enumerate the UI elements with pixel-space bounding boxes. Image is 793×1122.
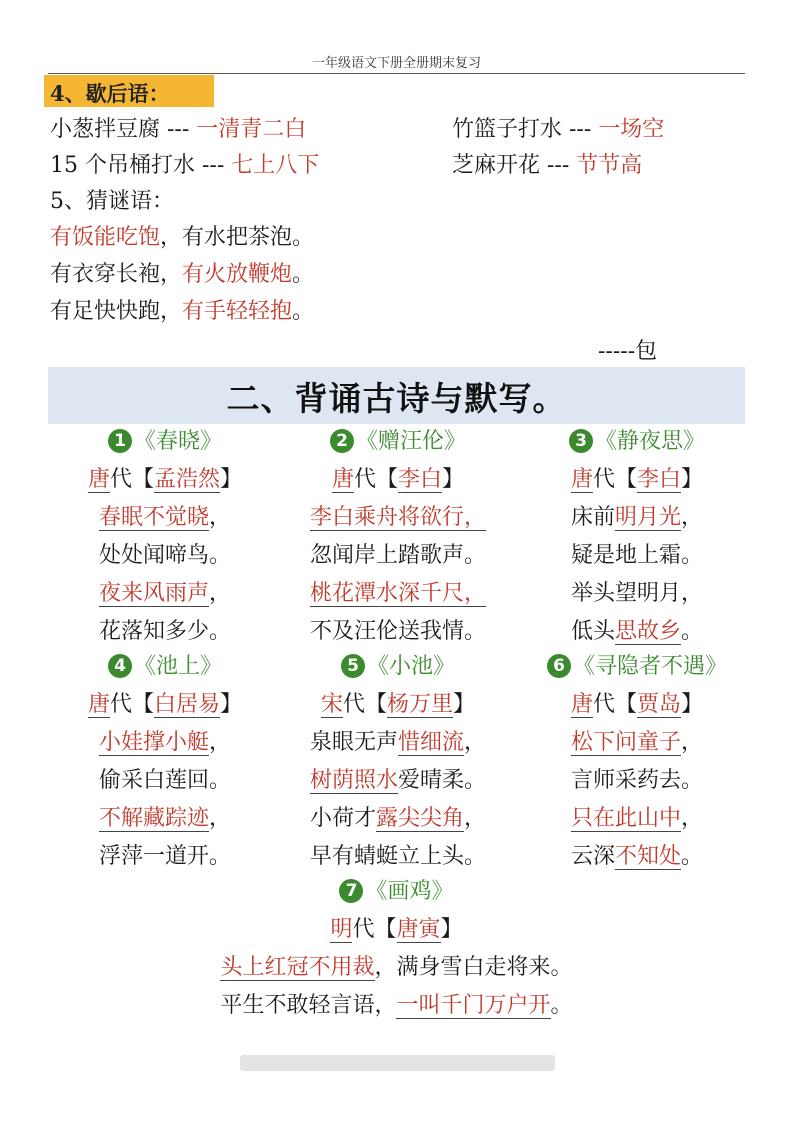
poem-author: 白居易 bbox=[154, 692, 221, 717]
poem-line bbox=[278, 800, 518, 838]
poem-fill-text: 树荫照水 bbox=[309, 768, 398, 793]
poem-text: 偷采白莲回。 bbox=[98, 768, 231, 793]
poem-line bbox=[517, 613, 757, 651]
poem-dynasty-suffix: 代【 bbox=[592, 692, 637, 717]
poem-title-text: 《小池》 bbox=[366, 654, 455, 679]
poem-line bbox=[45, 800, 285, 838]
poem-author-line bbox=[45, 686, 285, 724]
poem-text: ， bbox=[681, 730, 704, 755]
riddle-text: 有足快快跑， bbox=[50, 299, 183, 324]
poem-fill-text: 小娃撑小艇 bbox=[98, 730, 209, 755]
poem-line bbox=[0, 949, 793, 987]
section2-title: 二、背诵古诗与默写。 bbox=[226, 379, 567, 418]
poem-line bbox=[517, 800, 757, 838]
poem-line bbox=[517, 499, 757, 537]
xiehouyu-question: 小葱拌豆腐 --- bbox=[50, 117, 190, 142]
poem-text: 云深 bbox=[570, 844, 615, 869]
poem-text: 爱晴柔。 bbox=[398, 768, 487, 793]
poem-dynasty-suffix: 代【 bbox=[592, 467, 637, 492]
xiehouyu-item-4 bbox=[452, 148, 642, 179]
xiehouyu-item-2 bbox=[452, 112, 664, 143]
poem-dynasty-suffix: 代【 bbox=[352, 917, 397, 942]
poem-7 bbox=[0, 873, 793, 1025]
poem-text: ， bbox=[464, 806, 487, 831]
riddle-answer-text: 有火放鞭炮 bbox=[182, 262, 293, 287]
xiehouyu-answer: 一清青二白 bbox=[196, 117, 307, 142]
poem-title-text: 《静夜思》 bbox=[594, 429, 705, 454]
xiehouyu-question: 芝麻开花 --- bbox=[452, 153, 570, 178]
poem-author: 唐寅 bbox=[396, 917, 441, 942]
poem-bracket-close: 】 bbox=[681, 692, 704, 717]
poem-author-line bbox=[517, 461, 757, 499]
poem-dynasty: 宋 bbox=[320, 692, 343, 717]
poem-dynasty: 明 bbox=[330, 917, 353, 942]
section2-banner bbox=[48, 367, 745, 424]
poem-text: 泉眼无声 bbox=[309, 730, 398, 755]
poem-number-badge: 5 bbox=[341, 654, 365, 678]
poem-text: ， bbox=[464, 730, 487, 755]
poem-line bbox=[278, 838, 518, 876]
poem-1 bbox=[45, 423, 285, 651]
header-divider bbox=[48, 73, 745, 74]
poem-line bbox=[517, 762, 757, 800]
poem-fill-text: 头上红冠不用裁 bbox=[220, 955, 375, 980]
poem-author-line bbox=[278, 461, 518, 499]
poem-2 bbox=[278, 423, 518, 651]
xiehouyu-answer: 一场空 bbox=[598, 117, 665, 142]
poem-fill-text: 思故乡 bbox=[614, 619, 681, 644]
page-header: 一年级语文下册全册期末复习 bbox=[311, 56, 481, 71]
riddle-line-2 bbox=[50, 257, 314, 288]
poem-title-text: 《画鸡》 bbox=[365, 879, 454, 904]
poem-line bbox=[278, 575, 518, 613]
poem-number-badge: 2 bbox=[330, 429, 354, 453]
poem-text: 。 bbox=[550, 993, 573, 1018]
blurred-footer bbox=[240, 1055, 555, 1071]
riddle-line-3 bbox=[50, 294, 314, 325]
poem-dynasty-suffix: 代【 bbox=[109, 692, 154, 717]
poem-dynasty-suffix: 代【 bbox=[109, 467, 154, 492]
poem-author-line bbox=[45, 461, 285, 499]
riddle-line-1 bbox=[50, 220, 314, 251]
poem-text: ， bbox=[209, 806, 232, 831]
poem-text: 床前 bbox=[570, 505, 615, 530]
poem-number-badge: 4 bbox=[108, 654, 132, 678]
poem-fill-text: 不知处 bbox=[614, 844, 681, 869]
poem-title bbox=[45, 423, 285, 461]
poem-line bbox=[278, 724, 518, 762]
poem-number-badge: 1 bbox=[108, 429, 132, 453]
poem-title bbox=[517, 648, 757, 686]
poem-author: 李白 bbox=[398, 467, 443, 492]
poem-title bbox=[278, 423, 518, 461]
poem-title-text: 《赠汪伦》 bbox=[355, 429, 466, 454]
poem-text: 举头望明月， bbox=[570, 581, 703, 606]
poem-fill-text: 一叫千门万户开 bbox=[396, 993, 551, 1018]
section4-heading: 4、歇后语： bbox=[50, 81, 170, 106]
poem-text: 疑是地上霜。 bbox=[570, 543, 703, 568]
poem-text: ，满身雪白走将来。 bbox=[374, 955, 573, 980]
poem-fill-text: 不解藏踪迹 bbox=[98, 806, 209, 831]
poem-text: 平生不敢轻言语， bbox=[220, 993, 397, 1018]
riddle-text: 有衣穿长袍， bbox=[50, 262, 183, 287]
poem-title bbox=[278, 648, 518, 686]
poem-dynasty-suffix: 代【 bbox=[342, 692, 387, 717]
poem-author: 杨万里 bbox=[387, 692, 454, 717]
poem-line bbox=[517, 537, 757, 575]
poem-bracket-close: 】 bbox=[442, 467, 465, 492]
poem-fill-text: 李白乘舟将欲行， bbox=[309, 505, 486, 530]
poem-dynasty: 唐 bbox=[87, 692, 110, 717]
poem-fill-text: 明月光 bbox=[614, 505, 681, 530]
poem-line bbox=[517, 838, 757, 876]
xiehouyu-answer: 节节高 bbox=[576, 153, 643, 178]
poem-author-line bbox=[517, 686, 757, 724]
poem-author: 贾岛 bbox=[637, 692, 682, 717]
xiehouyu-item-3 bbox=[50, 148, 319, 179]
xiehouyu-answer: 七上八下 bbox=[231, 153, 320, 178]
poem-line bbox=[45, 575, 285, 613]
poem-line bbox=[517, 575, 757, 613]
poem-text: ， bbox=[209, 581, 232, 606]
riddle-answer-text: 有手轻轻抱 bbox=[182, 299, 293, 324]
poem-line bbox=[45, 762, 285, 800]
poem-title-text: 《寻隐者不遇》 bbox=[572, 654, 727, 679]
poem-line bbox=[278, 613, 518, 651]
riddle-answer-text: 有饭能吃饱 bbox=[50, 225, 161, 250]
poem-6 bbox=[517, 648, 757, 876]
poem-fill-text: 惜细流 bbox=[397, 730, 464, 755]
poem-bracket-close: 】 bbox=[453, 692, 476, 717]
poem-line bbox=[278, 499, 518, 537]
poem-text: ， bbox=[681, 806, 704, 831]
poem-text: 不及汪伦送我情。 bbox=[309, 619, 486, 644]
poem-text: 花落知多少。 bbox=[98, 619, 231, 644]
poem-fill-text: 松下问童子 bbox=[570, 730, 681, 755]
poem-text: 忽闻岸上踏歌声。 bbox=[309, 543, 486, 568]
poem-number-badge: 7 bbox=[339, 879, 363, 903]
poem-text: 言师采药去。 bbox=[570, 768, 703, 793]
poem-title bbox=[45, 648, 285, 686]
poem-author: 李白 bbox=[637, 467, 682, 492]
poem-text: 。 bbox=[681, 619, 704, 644]
poem-text: 早有蜻蜓立上头。 bbox=[309, 844, 486, 869]
poem-bracket-close: 】 bbox=[220, 467, 243, 492]
riddle-text: 。 bbox=[292, 299, 315, 324]
section4-heading-tag bbox=[44, 75, 214, 107]
poem-dynasty-suffix: 代【 bbox=[353, 467, 398, 492]
poem-text: 处处闻啼鸟。 bbox=[98, 543, 231, 568]
poem-author-line bbox=[0, 911, 793, 949]
xiehouyu-question: 15 个吊桶打水 --- bbox=[50, 153, 225, 178]
poem-text: 小荷才 bbox=[309, 806, 376, 831]
poem-fill-text: 只在此山中 bbox=[570, 806, 681, 831]
poem-title-text: 《池上》 bbox=[133, 654, 222, 679]
poem-dynasty: 唐 bbox=[570, 692, 593, 717]
poem-fill-text: 桃花潭水深千尺， bbox=[309, 581, 486, 606]
poem-fill-text: 春眠不觉晓 bbox=[98, 505, 209, 530]
poem-line bbox=[45, 724, 285, 762]
poem-line bbox=[0, 987, 793, 1025]
poem-line bbox=[45, 838, 285, 876]
xiehouyu-item-1 bbox=[50, 112, 306, 143]
poem-author-line bbox=[278, 686, 518, 724]
poem-text: 浮萍一道开。 bbox=[98, 844, 231, 869]
poem-line bbox=[45, 613, 285, 651]
poem-line bbox=[517, 724, 757, 762]
poem-line bbox=[45, 499, 285, 537]
poem-text: 低头 bbox=[570, 619, 615, 644]
poem-title bbox=[0, 873, 793, 911]
poem-text: ， bbox=[209, 505, 232, 530]
poem-number-badge: 3 bbox=[569, 429, 593, 453]
poem-line bbox=[45, 537, 285, 575]
poem-3 bbox=[517, 423, 757, 651]
poem-text: ， bbox=[209, 730, 232, 755]
poem-text: 。 bbox=[681, 844, 704, 869]
poem-title-text: 《春晓》 bbox=[133, 429, 222, 454]
poem-line bbox=[278, 537, 518, 575]
section5-heading: 5、猜谜语： bbox=[50, 189, 174, 214]
poem-dynasty: 唐 bbox=[570, 467, 593, 492]
poem-bracket-close: 】 bbox=[440, 917, 463, 942]
poem-number-badge: 6 bbox=[547, 654, 571, 678]
riddle-answer: -----包 bbox=[598, 339, 658, 364]
xiehouyu-question: 竹篮子打水 --- bbox=[452, 117, 592, 142]
poem-fill-text: 夜来风雨声 bbox=[98, 581, 209, 606]
riddle-text: 。 bbox=[292, 262, 315, 287]
riddle-text: ，有水把茶泡。 bbox=[160, 225, 315, 250]
poem-dynasty: 唐 bbox=[331, 467, 354, 492]
poem-5 bbox=[278, 648, 518, 876]
poem-author: 孟浩然 bbox=[154, 467, 221, 492]
poem-dynasty: 唐 bbox=[87, 467, 110, 492]
poem-line bbox=[278, 762, 518, 800]
poem-text: ， bbox=[681, 505, 704, 530]
poem-4 bbox=[45, 648, 285, 876]
poem-bracket-close: 】 bbox=[681, 467, 704, 492]
poem-title bbox=[517, 423, 757, 461]
poem-fill-text: 露尖尖角 bbox=[375, 806, 464, 831]
poem-bracket-close: 】 bbox=[220, 692, 243, 717]
